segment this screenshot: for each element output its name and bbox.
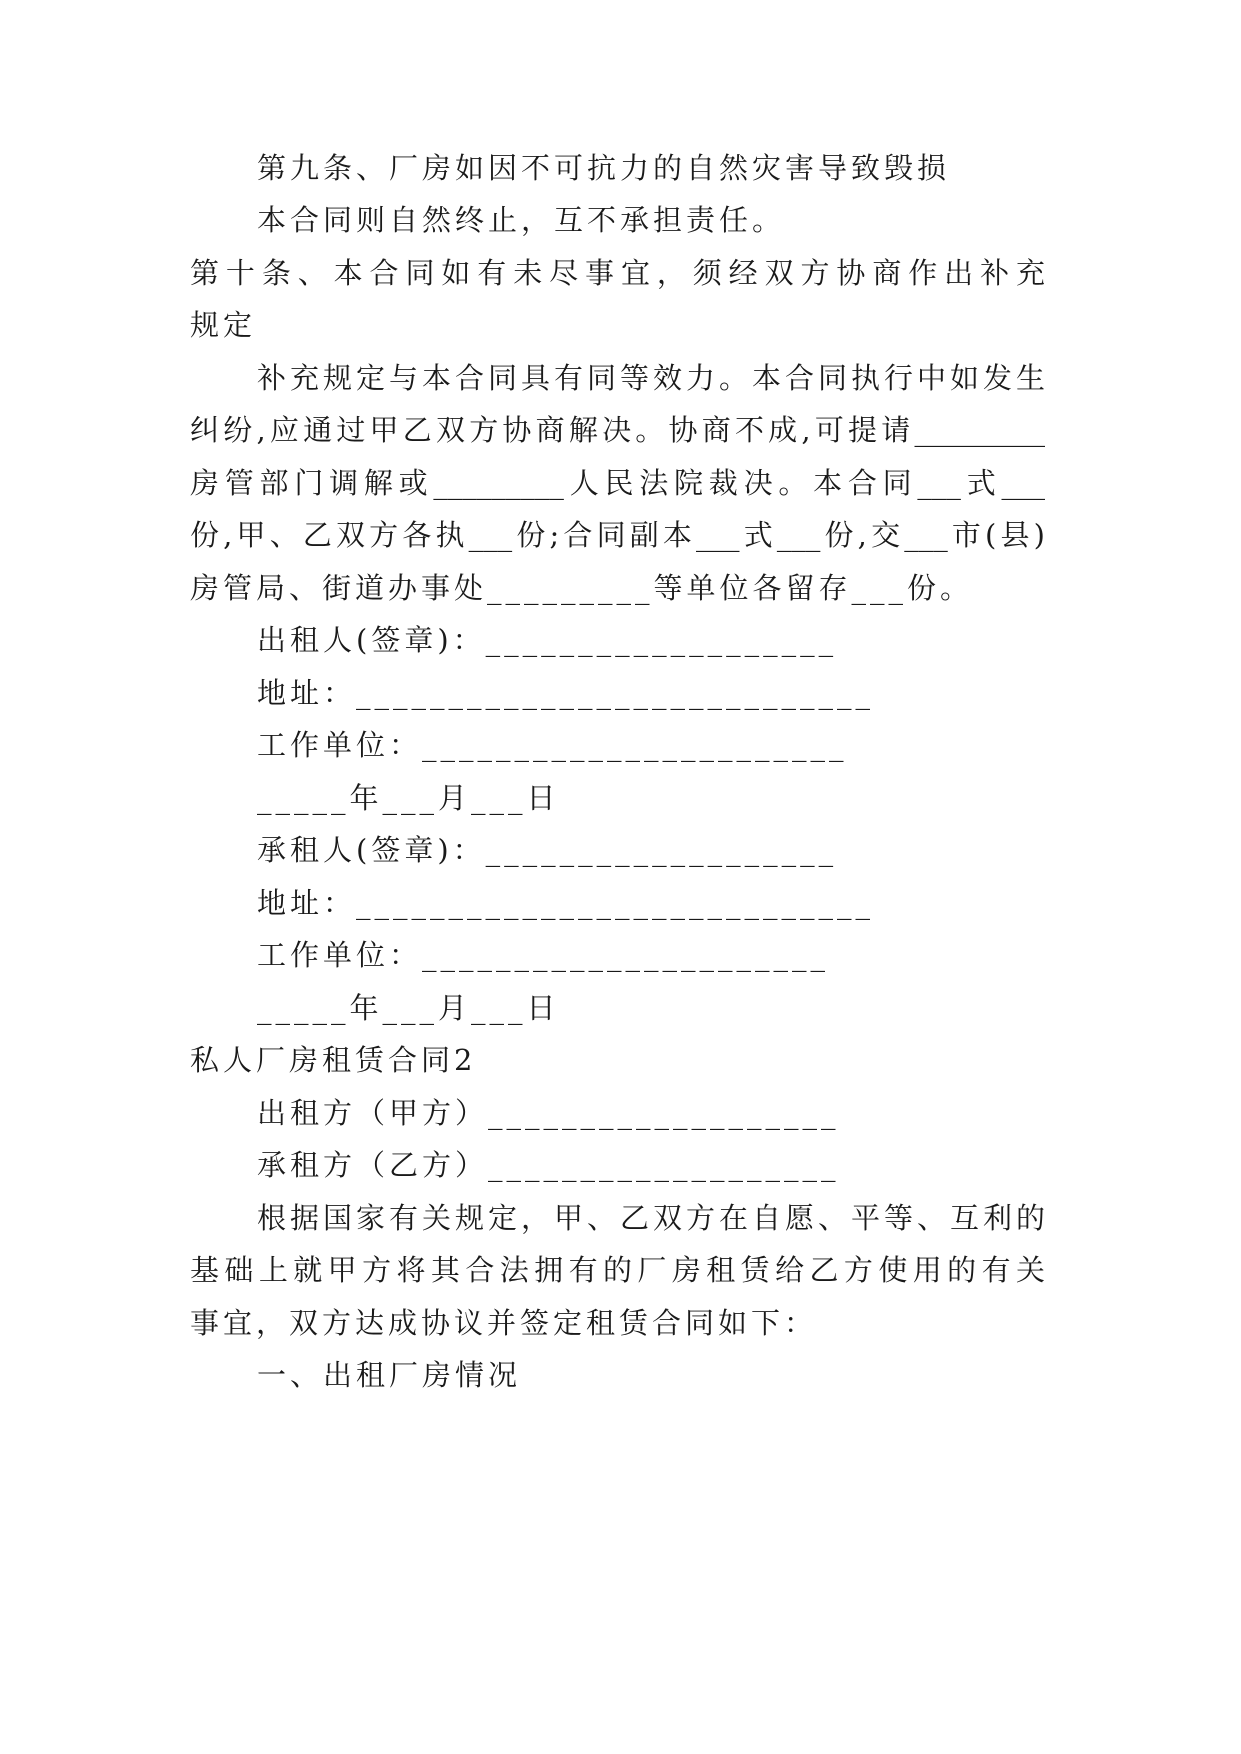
text-line-6: 纠纷,应通过甲乙双方协商解决。协商不成,可提请_________ [190, 413, 1045, 447]
text-line-1: 第九条、厂房如因不可抗力的自然灾害导致毁损 [257, 151, 951, 185]
text-line-23: 事宜，双方达成协议并签定租赁合同如下： [190, 1306, 818, 1340]
text-line-9: 房管局、街道办事处_________等单位各留存___份。 [190, 571, 974, 605]
text-line-21: 根据国家有关规定，甲、乙双方在自愿、平等、互利的 [257, 1201, 1045, 1235]
text-line-8: 份,甲、乙双方各执___份;合同副本___式___份,交___市(县) [190, 518, 1045, 552]
text-line-7: 房管部门调解或_________人民法院裁决。本合同___式___ [190, 466, 1045, 500]
lessee-address-line: 地址：____________________________ [257, 886, 875, 920]
lessor-signature-line: 出租人(签章)：___________________ [257, 623, 838, 657]
lessee-signature-line: 承租人(签章)：___________________ [257, 833, 838, 867]
lessee-workplace-line: 工作单位：______________________ [257, 938, 830, 972]
text-line-4: 规定 [190, 308, 257, 342]
party-b-line: 承租方（乙方）___________________ [257, 1148, 840, 1182]
lessor-date-line: _____年___月___日 [257, 781, 560, 815]
text-line-2: 本合同则自然终止，互不承担责任。 [257, 203, 786, 237]
text-line-5: 补充规定与本合同具有同等效力。本合同执行中如发生 [257, 361, 1045, 395]
lessee-date-line: _____年___月___日 [257, 991, 560, 1025]
section-title: 私人厂房租赁合同2 [190, 1043, 477, 1077]
party-a-line: 出租方（甲方）___________________ [257, 1096, 840, 1130]
lessor-workplace-line: 工作单位：_______________________ [257, 728, 848, 762]
subsection-heading: 一、出租厂房情况 [257, 1358, 522, 1392]
text-line-22: 基础上就甲方将其合法拥有的厂房租赁给乙方使用的有关 [190, 1253, 1045, 1287]
text-line-3: 第十条、本合同如有未尽事宜，须经双方协商作出补充 [190, 256, 1045, 290]
lessor-address-line: 地址：____________________________ [257, 676, 875, 710]
